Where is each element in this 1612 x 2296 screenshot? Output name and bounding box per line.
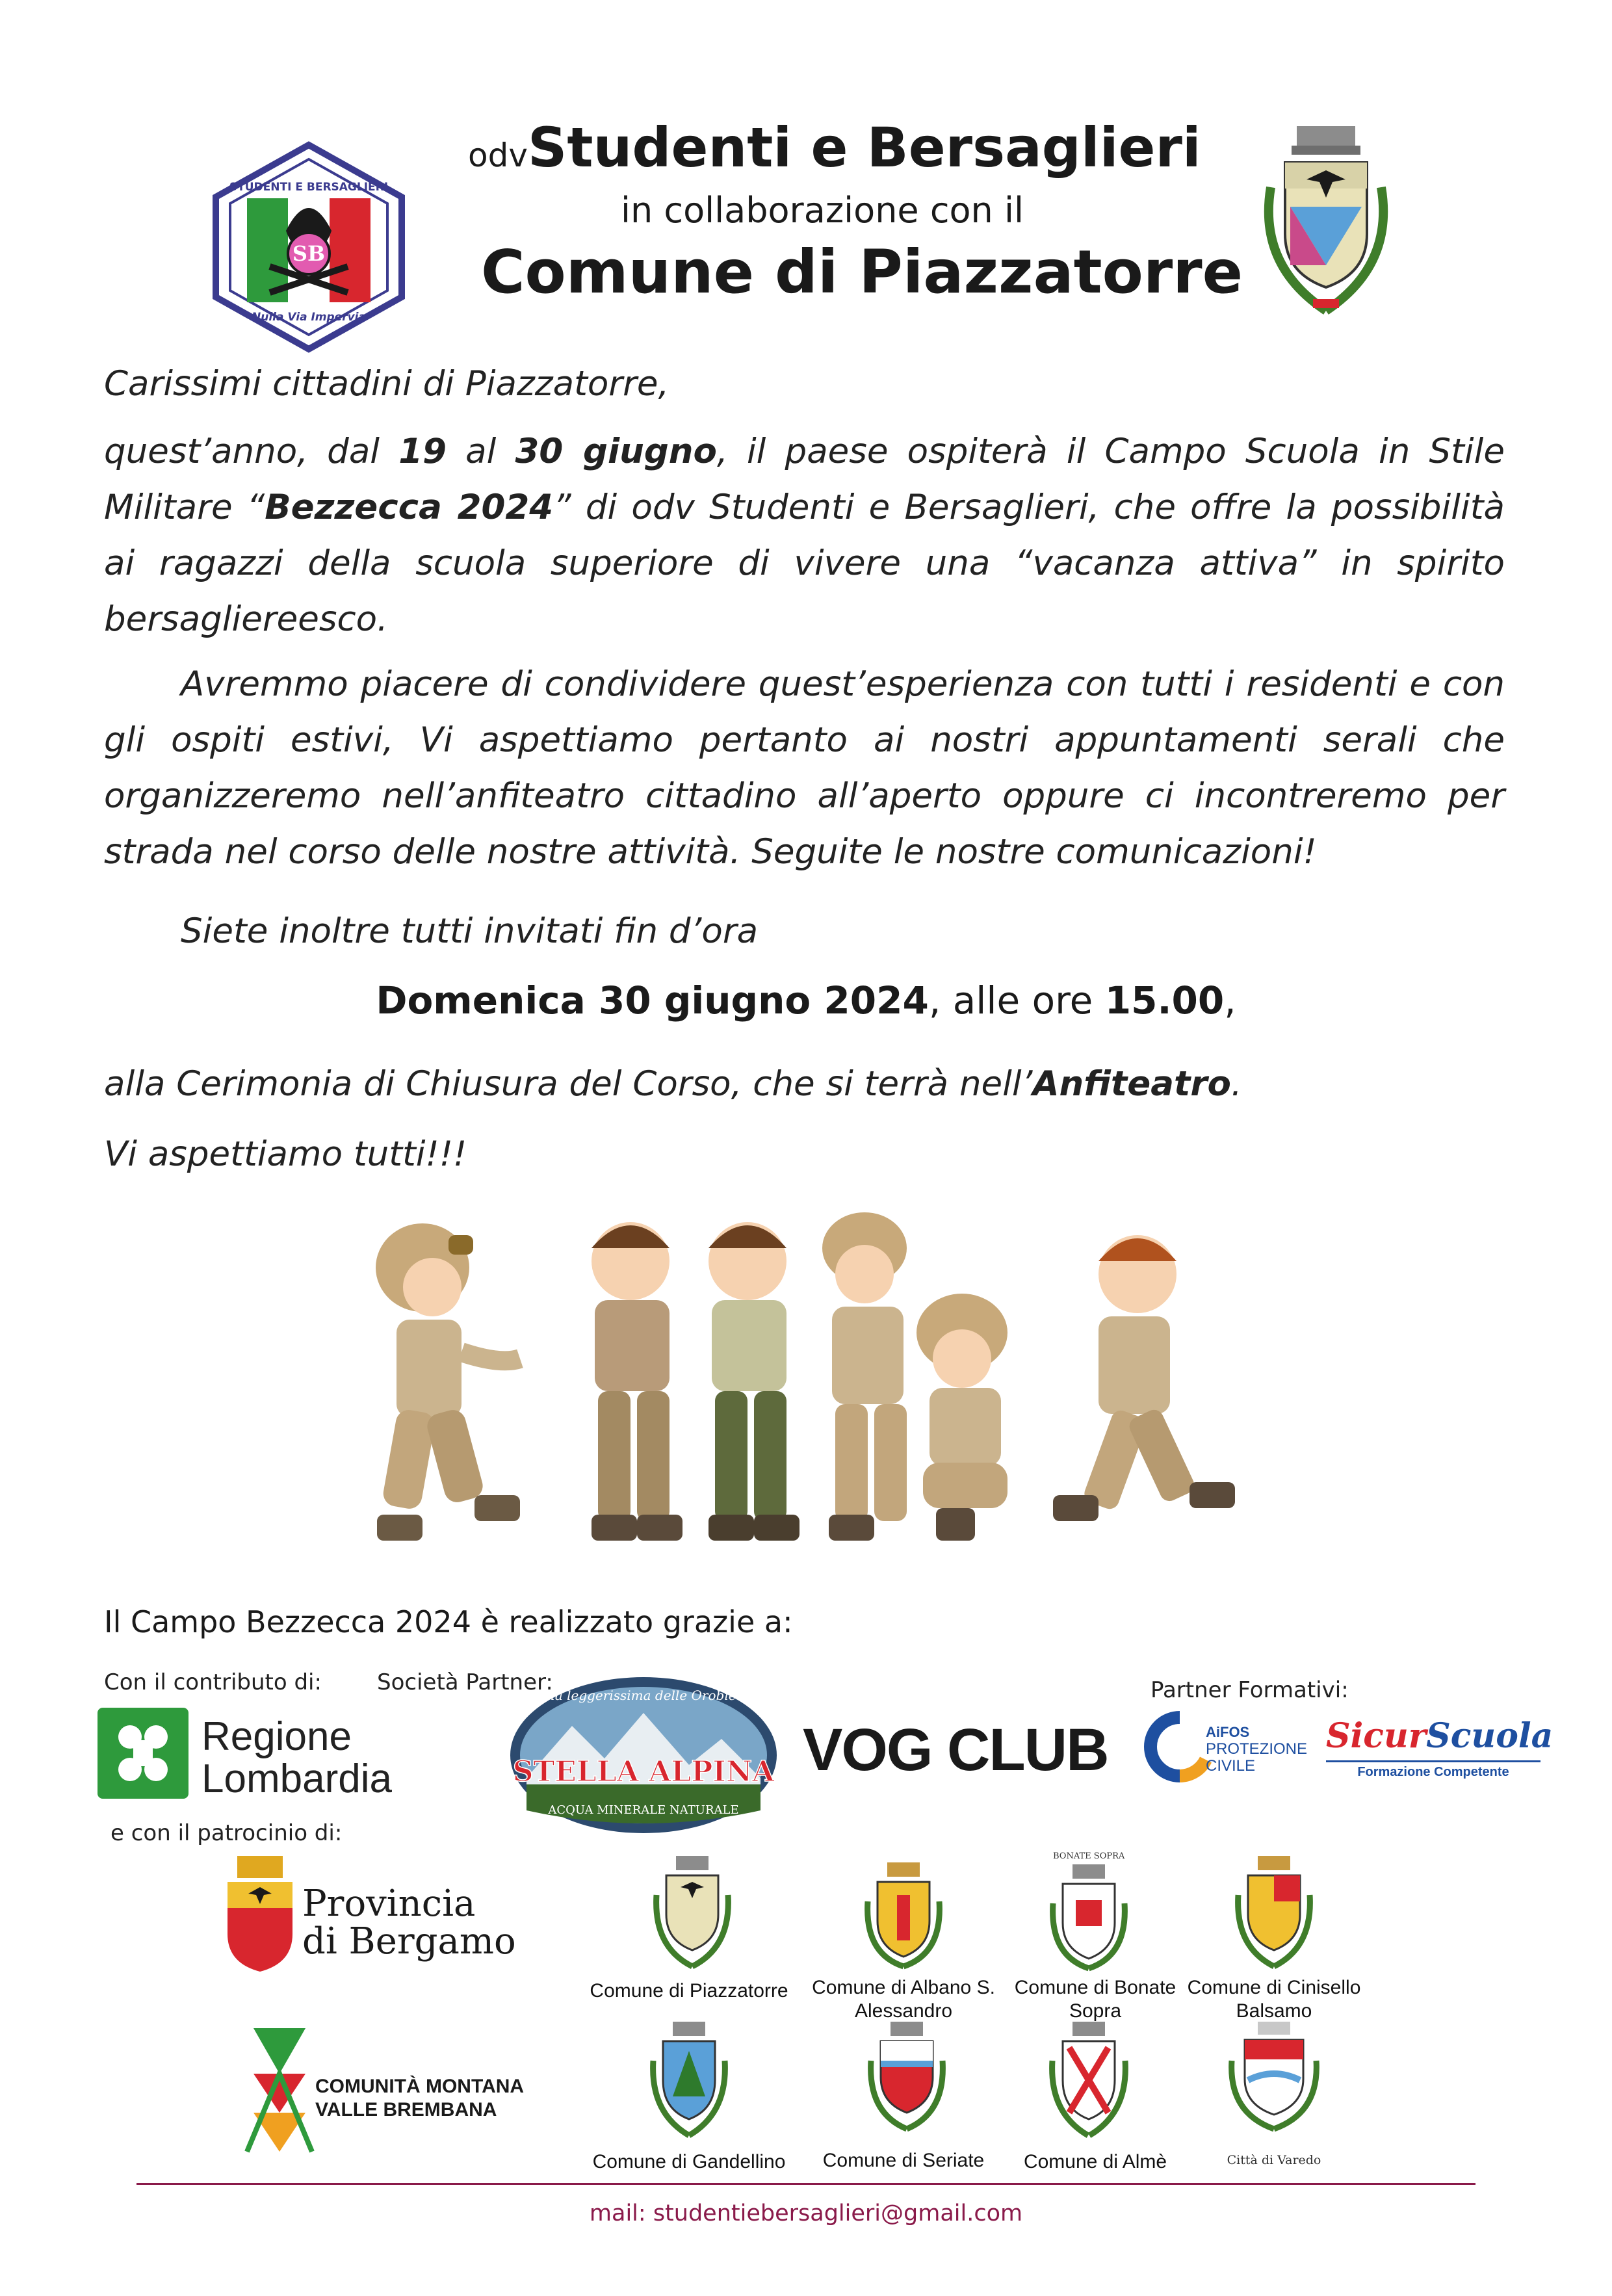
sb-logo-top-text: STUDENTI E BERSAGLIERI [229,181,389,194]
montana-line2: VALLE BREMBANA [315,2099,497,2120]
p4-text: . [1230,1064,1242,1104]
comune-title: Comune di Piazzatorre [481,237,1243,307]
provincia-bergamo-name [302,1885,516,1961]
aifos-line3: CIVILE [1206,1757,1256,1775]
soldier-kneeling [916,1294,1008,1541]
event-text: , alle ore [928,978,1105,1023]
p1-text: , il paese ospiterà il Campo Scuola in Stile Militare “ [104,432,1505,527]
p1-camp-name: Bezzecca 2024 [265,488,554,527]
comune-bonate-label: Comune di Bonate Sopra [1014,1977,1176,2022]
regione-lombardia-logo [98,1704,410,1802]
stella-subtitle: ACQUA MINERALE NATURALE [548,1803,739,1817]
regione-line2: Lombardia [202,1756,392,1801]
regione-line1: Regione [202,1714,352,1759]
vog-club-logo: VOG CLUB [803,1717,1108,1783]
montana-line1: COMUNITÀ MONTANA [315,2076,525,2097]
p1-date-start: 19 [398,432,447,471]
scuola-word: Scuola [1426,1716,1554,1756]
soldier-helmet-walking [376,1223,520,1541]
soldier-tan-shirt [592,1222,682,1541]
crest-piazzatorre [650,1856,734,1970]
event-time: 15.00 [1104,978,1225,1023]
crest-albano [861,1862,946,1970]
comune-cinisello-label: Comune di Cinisello Balsamo [1187,1977,1361,2022]
aifos-logo [1141,1711,1308,1782]
comune-albano-label: Comune di Albano S. Alessandro [812,1977,995,2022]
sicur-word: Sicur [1326,1716,1427,1756]
event-text: , [1224,978,1236,1023]
event-line [0,978,1612,1023]
paragraph-campo [104,424,1505,647]
aifos-name: AiFOS [1206,1724,1250,1740]
contributo-label: Con il contributo di: [104,1669,322,1695]
comunita-montana-name [315,2075,524,2122]
soldier-olive [708,1222,800,1541]
paragraph-cerimonia [104,1056,1505,1112]
footer-divider [136,2183,1476,2185]
crest-gandellino [647,2022,731,2139]
sb-logo-initials: SB [292,241,326,266]
greeting: Carissimi cittadini di Piazzatorre, [104,364,670,404]
cartoon-soldiers-illustration [351,1209,1261,1573]
provincia-line2: di Bergamo [302,1920,516,1963]
piazzatorre-crest [1251,122,1401,324]
org-title [468,116,1201,179]
soldier-running [1053,1235,1235,1521]
soldier-salute [822,1212,907,1541]
crest-varedo [1222,2022,1326,2132]
patrocinio-label: e con il patrocinio di: [110,1820,343,1846]
paragraph-invito: Avremmo piacere di condividere quest’esperienza con tutti i residenti e con gli ospiti estivi, Vi aspettiamo pertanto ai nostri appuntamenti serali che organizzeremo nell’anfiteatro cittadino all’aperto oppure ci incontreremo per strada nel corso delle nostre attività. Seguite le nostre comunicazioni! [104,664,1505,872]
sb-logo-motto: Nulla Via Impervia [252,311,366,324]
footer-email[interactable]: mail: studentiebersaglieri@gmail.com [589,2200,1023,2226]
stella-name: STELLA ALPINA [512,1755,775,1788]
p4-text: alla Cerimonia di Chiusura del Corso, che si terrà nell’ [104,1064,1033,1104]
p1-text: ” di odv Studenti e Bersaglieri, che offre la possibilità ai ragazzi della scuola superiore di vivere una “vacanza attiva” in spirito bersagliereesco. [104,488,1505,639]
comune-alme-label: Comune di Almè [1023,2151,1167,2172]
citta-varedo-label: Città di Varedo [1227,2153,1321,2167]
p1-date-end: 30 giugno [515,432,717,471]
crest-bonate [1046,1864,1131,1972]
bonate-crest-caption: BONATE SOPRA [1053,1851,1125,1861]
crest-alme [1043,2022,1134,2139]
org-name: Studenti e Bersaglieri [527,116,1201,179]
collab-line: in collaborazione con il [621,190,1024,231]
formativi-label: Partner Formativi: [1150,1677,1349,1703]
org-odv: odv [468,137,528,174]
partner-label: Società Partner: [377,1669,553,1695]
provincia-bergamo-crest [224,1856,296,1973]
aifos-line2: PROTEZIONE [1206,1740,1308,1758]
p4-venue: Anfiteatro [1032,1064,1231,1104]
sb-logo [208,140,410,354]
crest-seriate [864,2022,949,2132]
sicurscuola-logo [1326,1716,1553,1756]
stella-tagline: la leggerissima delle Orobie [551,1688,736,1703]
comunita-montana-logo [247,2028,312,2152]
paragraph-invitati: Siete inoltre tutti invitati fin d’ora [181,911,759,951]
event-date: Domenica 30 giugno 2024 [376,978,929,1023]
sponsors-intro: Il Campo Bezzecca 2024 è realizzato grazie a: [104,1604,793,1639]
closing-line: Vi aspettiamo tutti!!! [104,1134,467,1174]
p1-text: quest’anno, dal [104,432,399,471]
sicurscuola-subtitle: Formazione Competente [1326,1760,1540,1780]
p1-text: al [446,432,515,471]
comune-gandellino-label: Comune di Gandellino [592,2151,786,2172]
stella-alpina-logo [507,1674,780,1836]
crest-cinisello [1232,1856,1316,1970]
provincia-line1: Provincia [302,1883,476,1925]
comune-piazzatorre-label: Comune di Piazzatorre [590,1980,788,2002]
comune-seriate-label: Comune di Seriate [822,2150,985,2171]
